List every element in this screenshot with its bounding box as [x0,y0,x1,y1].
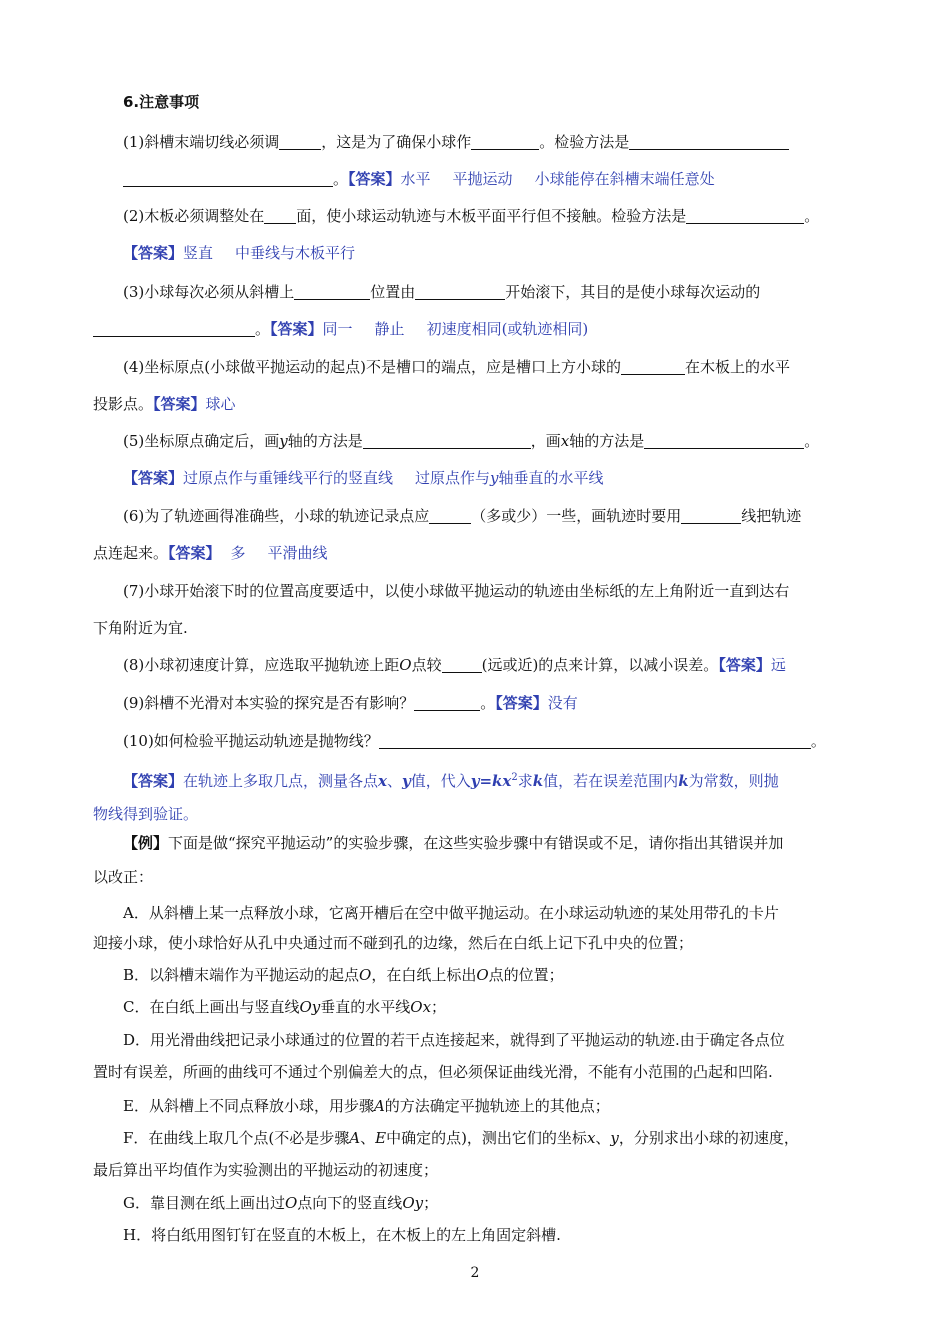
step-g: G．靠目测在纸上画出过O点向下的竖直线Oy； [123,1194,439,1212]
item-5-line-1: (5)坐标原点确定后，画y轴的方法是 ，画x轴的方法是 。 [123,432,820,450]
item-2-line-1: (2)木板必须调整处在 面，使小球运动轨迹与木板平面平行但不接触。检验方法是 。 [123,207,820,225]
step-a-line-2: 迎接小球，使小球恰好从孔中央通过而不碰到孔的边缘，然后在白纸上记下孔中央的位置； [93,934,694,952]
item-5-answer: 【答案】过原点作与重锤线平行的竖直线 过原点作与y轴垂直的水平线 [123,469,604,487]
blank [415,283,505,300]
step-d-line-1: D．用光滑曲线把记录小球通过的位置的若干点连接起来，就得到了平抛运动的轨迹.由于确定各点位 [123,1031,785,1049]
blank [621,358,685,375]
blank [681,507,741,524]
item-8-line-1: (8)小球初速度计算，应选取平抛轨迹上距O点较 (远或近)的点来计算，以减小误差。【答案】远 [123,656,786,674]
blank [471,133,539,150]
item-10-answer-line-2: 物线得到验证。 [93,805,199,823]
step-e: E．从斜槽上不同点释放小球，用步骤A的方法确定平抛轨迹上的其他点； [123,1097,610,1115]
example-intro-line-2: 以改正： [93,868,154,886]
item-3-line-2: 。【答案】同一 静止 初速度相同(或轨迹相同) [93,318,863,340]
blank [429,507,471,524]
section-heading: 6.注意事项 [123,93,200,111]
answer-text: 水平 [400,170,431,188]
item-4-line-1: (4)坐标原点(小球做平抛运动的起点)不是槽口的端点，应是槽口上方小球的 在木板上的水平 [123,358,790,376]
blank [363,432,531,449]
item-7-line-1: (7)小球开始滚下时的位置高度要适中，以使小球做平抛运动的轨迹由坐标纸的左上角附近一直到达右 [123,582,790,600]
item-4-line-2: 投影点。【答案】球心 [93,395,236,413]
answer-tag: 【答案】 [123,772,184,790]
item-6-line-2: 点连起来。【答案】 多 平滑曲线 [93,544,328,562]
example-tag: 【例】 [123,834,169,852]
blank [93,320,255,337]
answer-tag: 【答案】 [123,469,184,487]
page-number: 2 [470,1265,480,1281]
blank [644,432,804,449]
item-10-line-1: (10)如何检验平抛运动轨迹是抛物线？ 。 [123,732,826,750]
item-9-line-1: (9)斜槽不光滑对本实验的探究是否有影响？ 。【答案】没有 [123,694,578,712]
step-f-line-1: F．在曲线上取几个点(不必是步骤A、E中确定的点)，测出它们的坐标x、y，分别求出小球的初速度， [123,1129,799,1147]
item-10-answer-line-1: 【答案】在轨迹上多取几点，测量各点x、y值，代入$y=kx^2$求k值，若在误差范围内k为常数，则抛 [123,772,779,790]
blank [264,207,296,224]
blank [629,133,789,150]
answer-tag: 【答案】 [270,320,323,338]
step-h: H．将白纸用图钉钉在竖直的木板上，在木板上的左上角固定斜槽. [123,1226,561,1244]
item-3-line-1: (3)小球每次必须从斜槽上 位置由 开始滚下，其目的是使小球每次运动的 [123,283,761,301]
step-c: C．在白纸上画出与竖直线Oy垂直的水平线Ox； [123,998,447,1016]
answer-tag: 【答案】 [718,656,771,674]
answer-tag: 【答案】 [168,544,221,562]
item-1-line-1: (1)斜槽末端切线必须调 ，这是为了确保小球作 。检验方法是 [123,131,863,153]
step-d-line-2: 置时有误差，所画的曲线可不通过个别偏差大的点，但必须保证曲线光滑，不能有小范围的凸起和凹陷. [93,1063,773,1081]
answer-tag: 【答案】 [123,244,184,262]
blank [414,694,480,711]
item-6-line-1: (6)为了轨迹画得准确些，小球的轨迹记录点应 （多或少）一些，画轨迹时要用 线把轨迹 [123,507,802,525]
answer-tag: 【答案】 [495,694,548,712]
step-b: B．以斜槽末端作为平抛运动的起点O，在白纸上标出O点的位置； [123,966,564,984]
blank [442,656,482,673]
item-2-answer: 【答案】竖直 中垂线与木板平行 [123,244,356,262]
item-7-line-2: 下角附近为宜. [93,619,188,637]
blank [123,170,333,187]
blank [294,283,370,300]
blank [686,207,804,224]
answer-tag: 【答案】 [153,395,206,413]
blank [379,732,811,749]
step-f-line-2: 最后算出平均值作为实验测出的平抛运动的初速度； [93,1161,439,1179]
answer-tag: 【答案】 [348,170,401,188]
item-1-line-2: 。【答案】水平 平抛运动 小球能停在斜槽末端任意处 [123,168,863,190]
step-a-line-1: A．从斜槽上某一点释放小球，它离开槽后在空中做平抛运动。在小球运动轨迹的某处用带孔的卡片 [123,904,779,922]
example-intro-line-1: 【例】下面是做“探究平抛运动”的实验步骤，在这些实验步骤中有错误或不足，请你指出其错误并加 [123,834,784,852]
blank [279,133,321,150]
